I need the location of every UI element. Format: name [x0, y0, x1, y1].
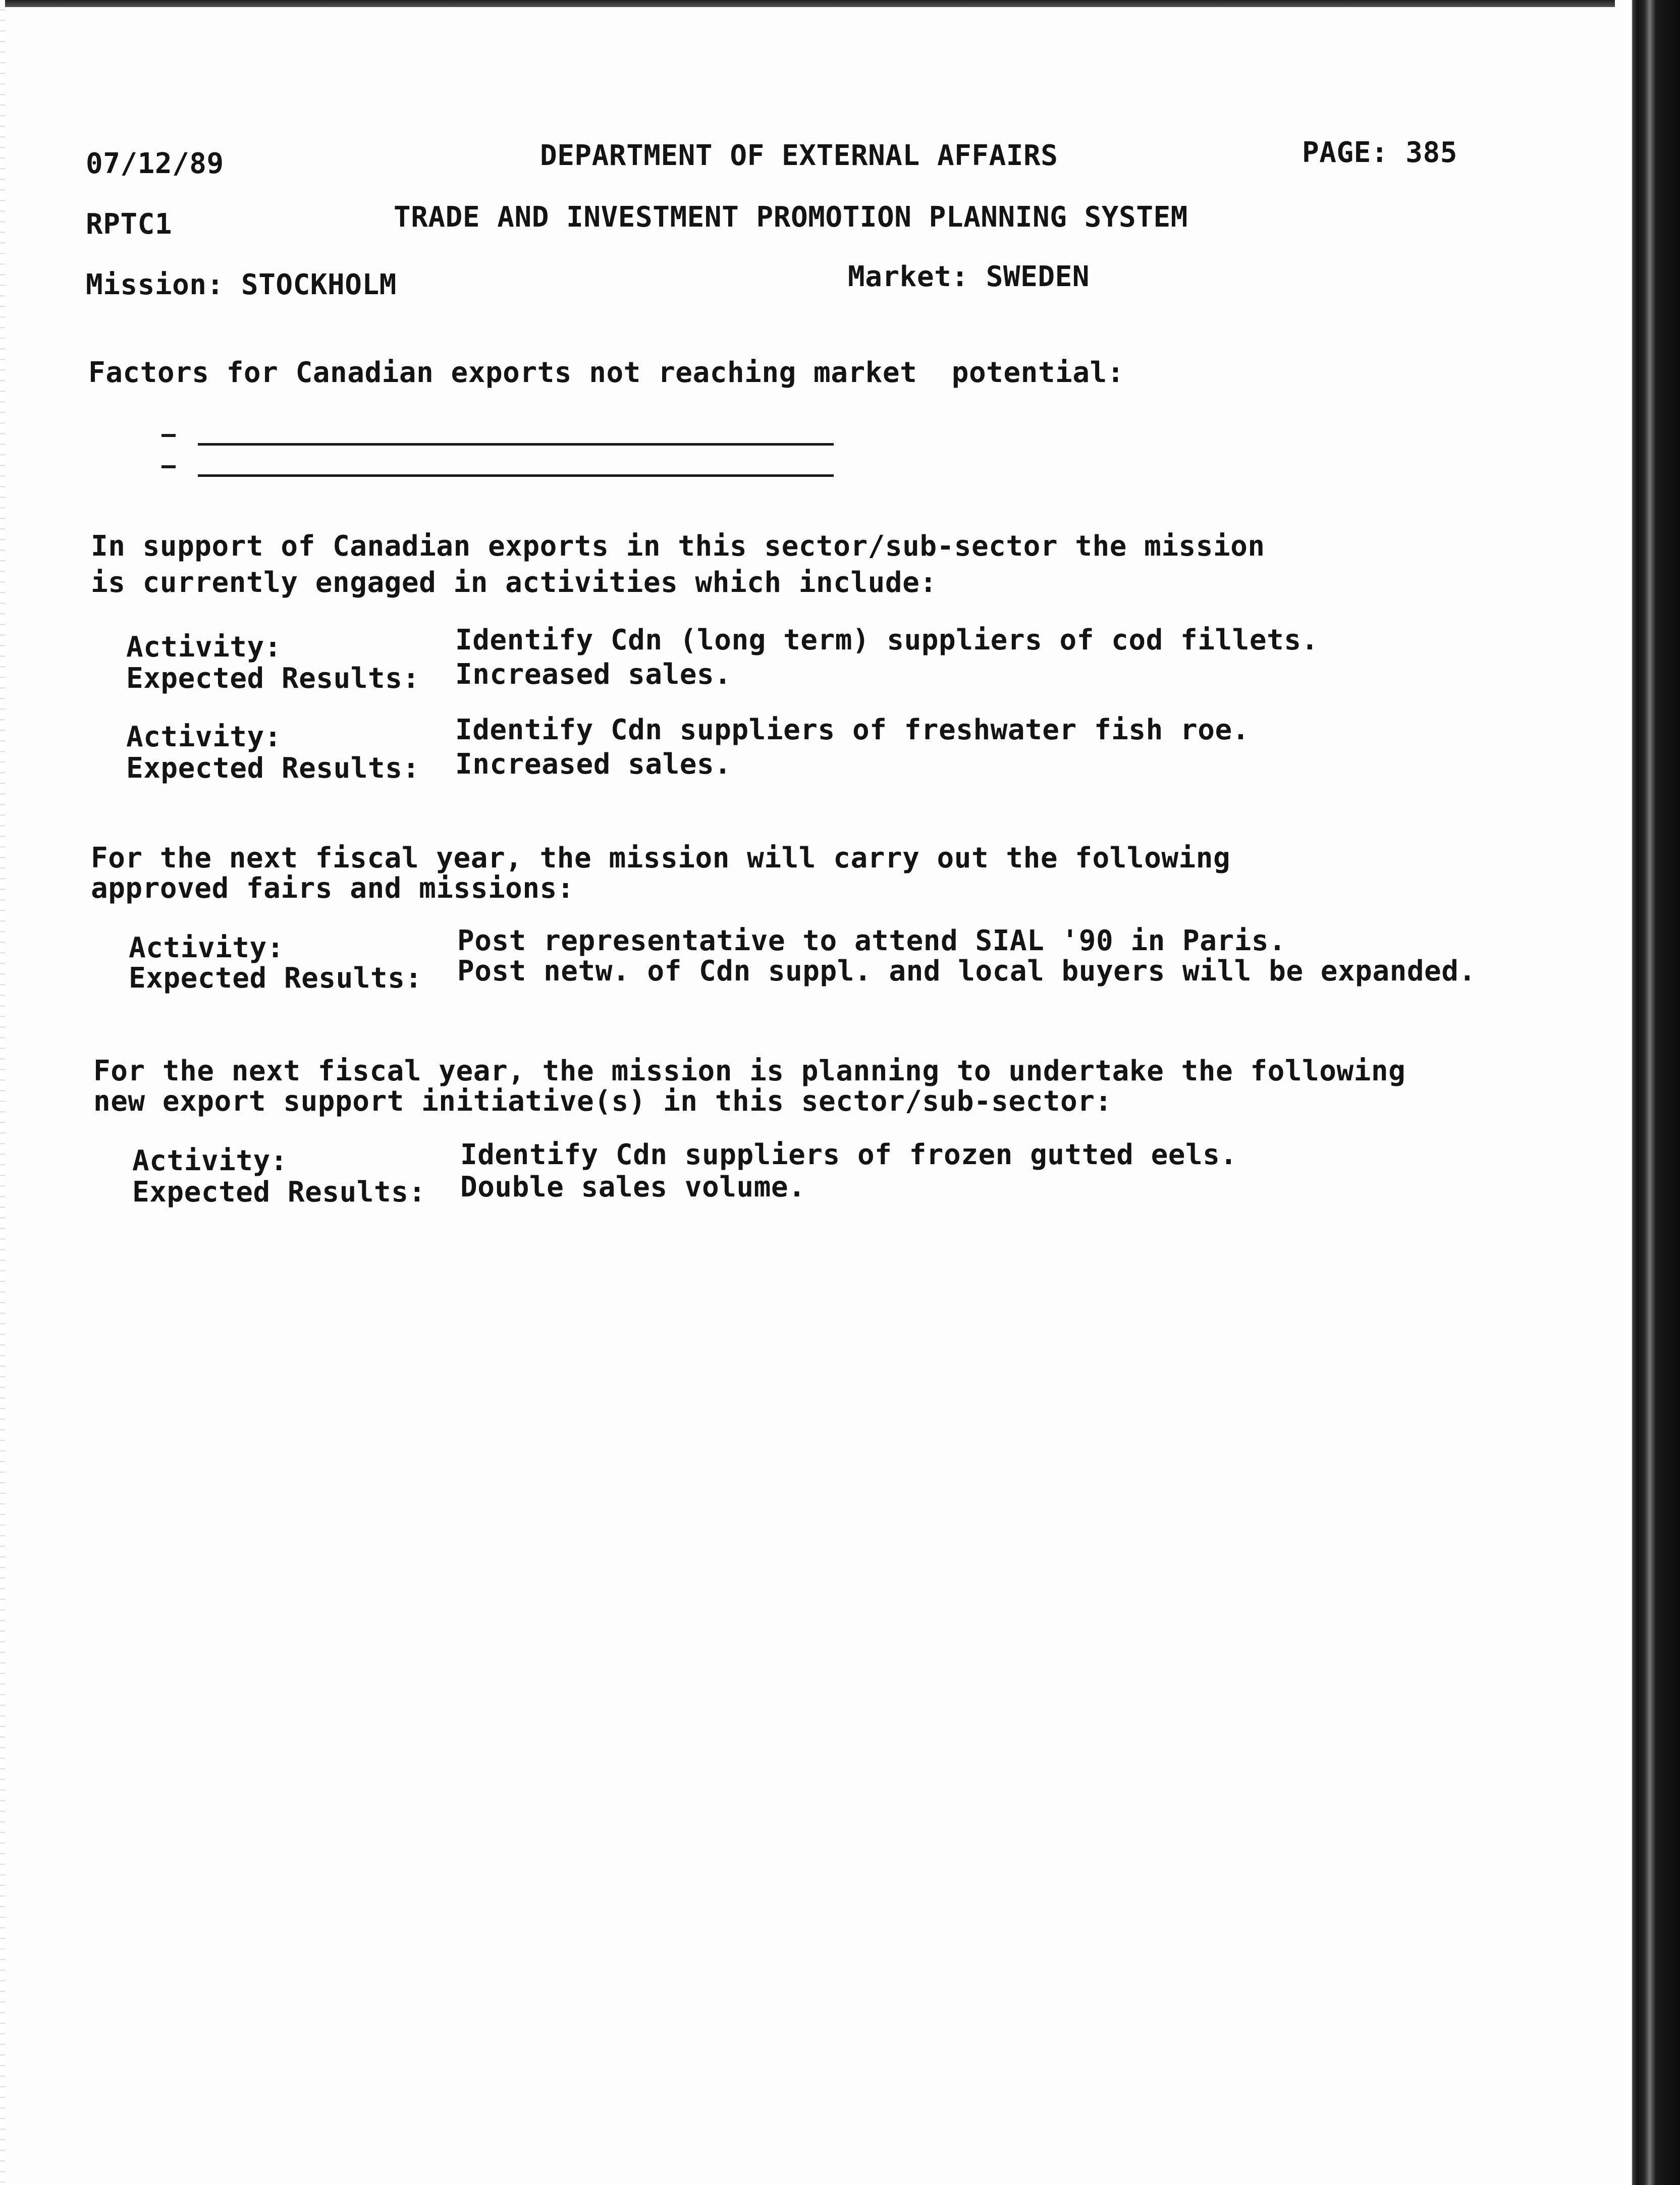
mission-field: Mission: STOCKHOLM [86, 268, 397, 301]
results-text: Post netw. of Cdn suppl. and local buyers will be expanded. [457, 955, 1476, 988]
results-label: Expected Results: [132, 1176, 426, 1209]
activity-label: Activity: [126, 631, 282, 664]
factor-blank-1 [198, 443, 834, 446]
factor-dash-1 [161, 434, 176, 437]
factors-heading: Factors for Canadian exports not reaching market potential: [88, 356, 1124, 389]
scan-left-edge [0, 0, 5, 2185]
results-text: Increased sales. [455, 748, 732, 781]
results-text: Increased sales. [455, 658, 732, 691]
activity-label: Activity: [129, 932, 284, 964]
current-intro-line1: In support of Canadian exports in this sector/sub-sector the mission [91, 530, 1265, 563]
market-field: Market: SWEDEN [848, 260, 1090, 293]
initiatives-intro-line2: new export support initiative(s) in this sector/sub-sector: [93, 1085, 1112, 1118]
fairs-intro-line1: For the next fiscal year, the mission will carry out the following [91, 842, 1231, 875]
current-intro-line2: is currently engaged in activities which include: [91, 566, 937, 599]
factor-dash-2 [161, 465, 176, 468]
department-title: DEPARTMENT OF EXTERNAL AFFAIRS [540, 139, 1058, 172]
activity-text: Post representative to attend SIAL '90 in Paris. [457, 924, 1286, 957]
results-text: Double sales volume. [460, 1171, 806, 1204]
system-title: TRADE AND INVESTMENT PROMOTION PLANNING SYSTEM [394, 201, 1188, 234]
activity-label: Activity: [132, 1144, 288, 1177]
scan-top-edge [0, 0, 1615, 7]
results-label: Expected Results: [126, 662, 420, 695]
fairs-intro-line2: approved fairs and missions: [91, 872, 575, 905]
activity-text: Identify Cdn suppliers of freshwater fish roe. [455, 714, 1250, 746]
results-label: Expected Results: [126, 752, 420, 785]
activity-text: Identify Cdn suppliers of frozen gutted eels. [460, 1138, 1237, 1171]
factor-blank-2 [198, 474, 834, 477]
report-code: RPTC1 [86, 208, 173, 241]
activity-text: Identify Cdn (long term) suppliers of cod fillets. [455, 624, 1319, 657]
page-number: PAGE: 385 [1302, 136, 1457, 169]
initiatives-intro-line1: For the next fiscal year, the mission is planning to undertake the following [93, 1055, 1406, 1087]
scan-binding-edge [1624, 0, 1680, 2185]
results-label: Expected Results: [129, 962, 422, 995]
report-date: 07/12/89 [86, 147, 224, 180]
activity-label: Activity: [126, 721, 282, 753]
